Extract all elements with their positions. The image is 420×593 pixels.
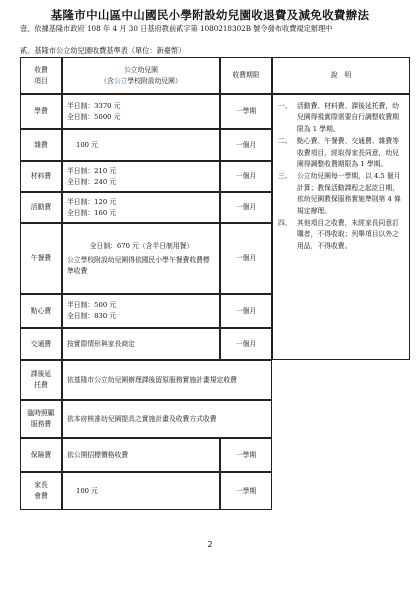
row-period-tuition: 一學期 bbox=[220, 94, 272, 129]
header-kindergarten-line1: 公立幼兒園 bbox=[124, 65, 158, 74]
row-content-transport: 按實際情形與家長商定 bbox=[62, 328, 220, 360]
header-kindergarten bbox=[62, 57, 220, 94]
row-period-insurance: 一學期 bbox=[220, 438, 272, 472]
row-item-after-school: 課後延 托費 bbox=[20, 360, 62, 400]
row-item-activity: 活動費 bbox=[20, 192, 62, 223]
row-item-temporary-care: 臨時照顧 服務費 bbox=[20, 400, 62, 438]
document-title: 基隆市中山區中山國民小學附設幼兒園收退費及減免收費辦法 bbox=[50, 8, 370, 22]
row-item-snack: 點心費 bbox=[20, 294, 62, 328]
row-period-misc: 一個月 bbox=[220, 129, 272, 161]
explanation-rules bbox=[272, 94, 410, 360]
row-content-parent-fee: 100 元 bbox=[62, 472, 220, 510]
row-content-after-school: 依基隆市公立幼兒園辦理課後留原服務實施計畫規定收費 bbox=[62, 360, 272, 400]
header-kindergarten-line2: （含公立學校附設幼兒園） bbox=[100, 76, 182, 85]
row-period-parent-fee: 一學期 bbox=[220, 472, 272, 510]
row-item-transport: 交通費 bbox=[20, 328, 62, 360]
rule-4: 四、 其他項目之收費，未經家長同意訂購者，不得收取；列舉項目以外之用品，不得收費。 bbox=[278, 219, 399, 250]
header-item: 收費 項目 bbox=[20, 57, 62, 94]
fee-table bbox=[20, 57, 410, 510]
page-number: 2 bbox=[207, 540, 213, 549]
row-content-material: 半日制：210 元 全日制：240 元 bbox=[62, 161, 220, 192]
row-period-activity: 一個月 bbox=[220, 192, 272, 223]
row-item-lunch: 午餐費 bbox=[20, 223, 62, 294]
row-item-material: 材料費 bbox=[20, 161, 62, 192]
row-content-snack: 半日制：500 元 全日制：830 元 bbox=[62, 294, 220, 328]
header-explanation: 說 明 bbox=[272, 57, 410, 94]
row-period-transport: 一個月 bbox=[220, 328, 272, 360]
row-content-activity: 半日制：120 元 全日制：160 元 bbox=[62, 192, 220, 223]
row-item-misc: 雜費 bbox=[20, 129, 62, 161]
row-period-lunch: 一個月 bbox=[220, 223, 272, 294]
row-content-insurance: 依公開招標價格收費 bbox=[62, 438, 220, 472]
row-item-tuition: 學費 bbox=[20, 94, 62, 129]
row-content-temporary-care: 依本府核准幼兒園提具之實施計畫及收費方式收費 bbox=[62, 400, 272, 438]
row-content-lunch: 全日制：670 元（含半日制用餐） 公立學校附設幼兒園得依國民小學午餐費收費標準收費 bbox=[62, 223, 220, 294]
row-content-tuition: 半日制：3370 元 全日制：5000 元 bbox=[62, 94, 220, 129]
row-period-snack: 一個月 bbox=[220, 294, 272, 328]
row-item-parent-fee: 家長 會費 bbox=[20, 472, 62, 510]
rule-1: 一、 活動費、材料費、課後延托費，幼兒園得視實際需要自行調整收費期限為 1 學期。 bbox=[278, 102, 399, 133]
row-item-insurance: 保險費 bbox=[20, 438, 62, 472]
row-period-material: 一個月 bbox=[220, 161, 272, 192]
note-basis: 壹、依據基隆市政府 108 年 4 月 30 日基府教前貳字第 1080218302B 號令發布收費規定辦理中 bbox=[20, 24, 333, 33]
rule-2: 二、 點心費、午餐費、交通費、雜費等收費項目，經取得家長同意，幼兒園得調整收費期限為 1 學期。 bbox=[278, 137, 399, 169]
row-content-misc: 100 元 bbox=[62, 129, 220, 161]
rule-3: 三、 公立幼兒園每一學期，以 4.5 個月計算；教保活動課程之起訖日期，依幼兒園教保服務實施準則第 4 條規定辦理。 bbox=[278, 172, 401, 215]
header-period: 收費期限 bbox=[220, 57, 272, 94]
note-table-caption: 貳、基隆市公立幼兒園收費基準表（單位：新臺幣） bbox=[20, 46, 186, 55]
